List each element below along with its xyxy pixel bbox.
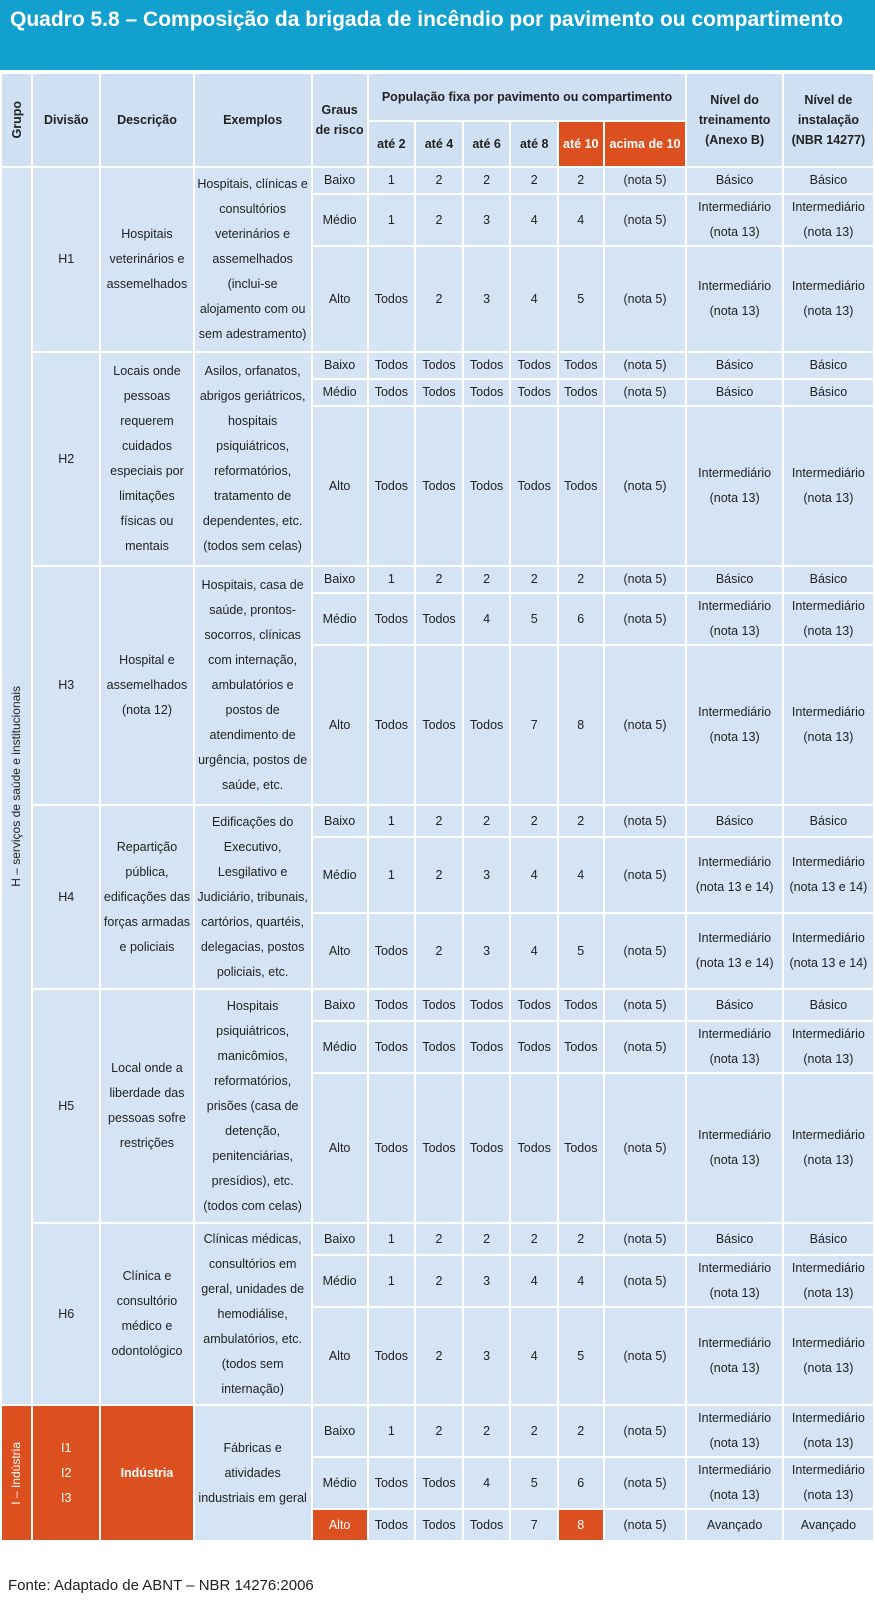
population-cell: Todos bbox=[369, 1022, 415, 1072]
header-pop-col: até 4 bbox=[416, 122, 462, 166]
risk-cell: Baixo bbox=[313, 168, 367, 193]
risk-cell: Alto bbox=[313, 1308, 367, 1404]
training-level-cell: Intermediário (nota 13) bbox=[687, 1074, 781, 1222]
table-row bbox=[2, 1406, 873, 1456]
division-cell: H4 bbox=[33, 806, 99, 988]
population-cell: 4 bbox=[464, 1458, 510, 1508]
population-cell: Todos bbox=[511, 380, 557, 405]
group-label: H – serviços de saúde e institucionais bbox=[9, 685, 23, 887]
header-nivel-treinamento: Nível do treinamento (Anexo B) bbox=[687, 74, 781, 166]
population-cell: (nota 5) bbox=[605, 168, 686, 193]
source-note: Fonte: Adaptado de ABNT – NBR 14276:2006 bbox=[8, 1577, 314, 1594]
risk-cell: Baixo bbox=[313, 353, 367, 378]
population-cell: Todos bbox=[559, 1022, 603, 1072]
training-level-cell: Intermediário (nota 13) bbox=[687, 1256, 781, 1306]
header-pop-col-highlight: até 10 bbox=[559, 122, 603, 166]
population-cell: (nota 5) bbox=[605, 1510, 686, 1540]
population-cell: 2 bbox=[416, 247, 462, 351]
population-cell: 2 bbox=[511, 1406, 557, 1456]
population-cell: 4 bbox=[511, 1308, 557, 1404]
table-row bbox=[2, 1224, 873, 1254]
description-cell: Hospital e assemelhados (nota 12) bbox=[101, 567, 192, 804]
population-cell: 1 bbox=[369, 168, 415, 193]
population-cell: Todos bbox=[369, 646, 415, 804]
division-cell: H2 bbox=[33, 353, 99, 565]
training-level-cell: Intermediário (nota 13) bbox=[687, 407, 781, 565]
risk-cell: Alto bbox=[313, 646, 367, 804]
population-cell: 1 bbox=[369, 838, 415, 912]
population-cell: Todos bbox=[416, 380, 462, 405]
population-cell: Todos bbox=[369, 914, 415, 988]
description-cell: Clínica e consultório médico e odontológico bbox=[101, 1224, 192, 1404]
population-cell: 2 bbox=[416, 1224, 462, 1254]
population-cell: Todos bbox=[511, 1022, 557, 1072]
risk-cell: Alto bbox=[313, 407, 367, 565]
division-cell: H6 bbox=[33, 1224, 99, 1404]
population-cell: Todos bbox=[511, 353, 557, 378]
training-level-cell: Intermediário (nota 13) bbox=[687, 646, 781, 804]
risk-cell: Médio bbox=[313, 1022, 367, 1072]
group-label: I – Indústria bbox=[9, 1441, 23, 1505]
division-cell: H1 bbox=[33, 168, 99, 351]
installation-level-cell: Intermediário (nota 13) bbox=[784, 247, 873, 351]
population-cell: 2 bbox=[416, 567, 462, 592]
group-cell bbox=[2, 168, 31, 1404]
population-cell: Todos bbox=[464, 407, 510, 565]
population-cell: 5 bbox=[559, 1308, 603, 1404]
installation-level-cell: Intermediário (nota 13) bbox=[784, 407, 873, 565]
risk-cell: Alto bbox=[313, 1074, 367, 1222]
installation-level-cell: Intermediário (nota 13) bbox=[784, 1074, 873, 1222]
group-cell bbox=[2, 1406, 31, 1540]
population-cell: 2 bbox=[559, 1224, 603, 1254]
population-cell: (nota 5) bbox=[605, 838, 686, 912]
population-cell: 7 bbox=[511, 1510, 557, 1540]
population-cell: 2 bbox=[416, 1308, 462, 1404]
examples-cell: Hospitais psiquiátricos, manicômios, reformatórios, prisões (casa de detenção, penitenciárias, presídios), etc. (todos com celas) bbox=[195, 990, 311, 1222]
risk-cell: Médio bbox=[313, 1256, 367, 1306]
population-cell: (nota 5) bbox=[605, 1074, 686, 1222]
population-cell: Todos bbox=[369, 1308, 415, 1404]
population-cell: 2 bbox=[559, 806, 603, 836]
population-cell: 3 bbox=[464, 914, 510, 988]
population-cell: 1 bbox=[369, 1406, 415, 1456]
population-cell: 2 bbox=[416, 914, 462, 988]
installation-level-cell: Intermediário (nota 13) bbox=[784, 646, 873, 804]
population-cell: (nota 5) bbox=[605, 195, 686, 245]
examples-cell: Asilos, orfanatos, abrigos geriátricos, hospitais psiquiátricos, reformatórios, tratamento de dependentes, etc. (todos sem celas) bbox=[195, 353, 311, 565]
examples-cell: Hospitais, casa de saúde, prontos-socorros, clínicas com internação, ambulatórios e postos de atendimento de urgência, postos de saúde, etc. bbox=[195, 567, 311, 804]
examples-cell: Edificações do Executivo, Lesgilativo e Judiciário, tribunais, cartórios, quartéis, delegacias, postos policiais, etc. bbox=[195, 806, 311, 988]
training-level-cell: Intermediário (nota 13) bbox=[687, 1458, 781, 1508]
training-level-cell: Básico bbox=[687, 1224, 781, 1254]
brigade-table bbox=[0, 72, 875, 1542]
division-cell: H5 bbox=[33, 990, 99, 1222]
population-cell: Todos bbox=[416, 1074, 462, 1222]
population-cell: Todos bbox=[464, 646, 510, 804]
installation-level-cell: Básico bbox=[784, 353, 873, 378]
population-cell: Todos bbox=[511, 990, 557, 1020]
installation-level-cell: Básico bbox=[784, 806, 873, 836]
population-cell: Todos bbox=[559, 380, 603, 405]
examples-cell: Fábricas e atividades industriais em geral bbox=[195, 1406, 311, 1540]
risk-cell: Médio bbox=[313, 195, 367, 245]
header-graus: Graus de risco bbox=[313, 74, 367, 166]
population-cell: 1 bbox=[369, 567, 415, 592]
population-cell: 4 bbox=[511, 914, 557, 988]
risk-cell: Baixo bbox=[313, 567, 367, 592]
description-cell: Locais onde pessoas requerem cuidados especiais por limitações físicas ou mentais bbox=[101, 353, 192, 565]
installation-level-cell: Intermediário (nota 13) bbox=[784, 1308, 873, 1404]
population-cell: (nota 5) bbox=[605, 1458, 686, 1508]
division-code: I2 bbox=[60, 1465, 72, 1480]
header-pop-col: até 6 bbox=[464, 122, 510, 166]
population-cell: 8 bbox=[559, 646, 603, 804]
risk-cell: Médio bbox=[313, 380, 367, 405]
installation-level-cell: Intermediário (nota 13) bbox=[784, 1256, 873, 1306]
population-cell: Todos bbox=[369, 1458, 415, 1508]
header-grupo: Grupo bbox=[2, 74, 31, 166]
installation-level-cell: Intermediário (nota 13 e 14) bbox=[784, 914, 873, 988]
header-exemplos: Exemplos bbox=[195, 74, 311, 166]
population-cell: 2 bbox=[416, 838, 462, 912]
header-pop-col-highlight: acima de 10 bbox=[605, 122, 686, 166]
population-cell: 5 bbox=[559, 247, 603, 351]
population-cell: 2 bbox=[416, 1406, 462, 1456]
risk-cell: Baixo bbox=[313, 1406, 367, 1456]
division-code: I1 bbox=[60, 1440, 72, 1455]
training-level-cell: Avançado bbox=[687, 1510, 781, 1540]
table-row bbox=[2, 168, 873, 193]
risk-cell: Baixo bbox=[313, 990, 367, 1020]
population-cell: Todos bbox=[416, 407, 462, 565]
population-cell: 3 bbox=[464, 247, 510, 351]
population-cell: (nota 5) bbox=[605, 1256, 686, 1306]
population-cell: (nota 5) bbox=[605, 646, 686, 804]
population-cell: 7 bbox=[511, 646, 557, 804]
population-cell: (nota 5) bbox=[605, 1406, 686, 1456]
installation-level-cell: Intermediário (nota 13) bbox=[784, 195, 873, 245]
population-cell: Todos bbox=[511, 1074, 557, 1222]
population-cell: 4 bbox=[511, 1256, 557, 1306]
header-descricao: Descrição bbox=[101, 74, 192, 166]
training-level-cell: Básico bbox=[687, 168, 781, 193]
header-nivel-instalacao: Nível de instalação (NBR 14277) bbox=[784, 74, 873, 166]
population-cell: Todos bbox=[464, 1510, 510, 1540]
population-cell: Todos bbox=[464, 1074, 510, 1222]
population-cell: 5 bbox=[511, 1458, 557, 1508]
population-cell: 4 bbox=[559, 838, 603, 912]
training-level-cell: Básico bbox=[687, 353, 781, 378]
population-cell: 2 bbox=[559, 567, 603, 592]
training-level-cell: Intermediário (nota 13) bbox=[687, 1406, 781, 1456]
training-level-cell: Básico bbox=[687, 567, 781, 592]
population-cell: 2 bbox=[511, 1224, 557, 1254]
training-level-cell: Intermediário (nota 13) bbox=[687, 247, 781, 351]
division-code: I3 bbox=[60, 1490, 72, 1505]
population-cell: (nota 5) bbox=[605, 806, 686, 836]
risk-cell: Alto bbox=[313, 1510, 367, 1540]
training-level-cell: Básico bbox=[687, 990, 781, 1020]
population-cell: 3 bbox=[464, 1308, 510, 1404]
risk-cell: Baixo bbox=[313, 1224, 367, 1254]
installation-level-cell: Básico bbox=[784, 380, 873, 405]
population-cell: 2 bbox=[464, 806, 510, 836]
installation-level-cell: Básico bbox=[784, 1224, 873, 1254]
installation-level-cell: Intermediário (nota 13) bbox=[784, 594, 873, 644]
description-cell: Indústria bbox=[101, 1406, 192, 1540]
population-cell: Todos bbox=[369, 407, 415, 565]
population-cell: (nota 5) bbox=[605, 1308, 686, 1404]
population-cell: Todos bbox=[369, 1074, 415, 1222]
population-cell: 3 bbox=[464, 1256, 510, 1306]
installation-level-cell: Básico bbox=[784, 990, 873, 1020]
risk-cell: Médio bbox=[313, 838, 367, 912]
table-body bbox=[2, 168, 873, 1540]
population-cell: 4 bbox=[511, 195, 557, 245]
header-populacao: População fixa por pavimento ou compartimento bbox=[369, 74, 686, 120]
installation-level-cell: Intermediário (nota 13) bbox=[784, 1458, 873, 1508]
population-cell: Todos bbox=[511, 407, 557, 565]
population-cell: Todos bbox=[559, 990, 603, 1020]
population-cell: 3 bbox=[464, 838, 510, 912]
installation-level-cell: Avançado bbox=[784, 1510, 873, 1540]
population-cell: 2 bbox=[511, 806, 557, 836]
population-cell: Todos bbox=[559, 1074, 603, 1222]
table-row bbox=[2, 806, 873, 836]
population-cell: 2 bbox=[464, 1406, 510, 1456]
population-cell: Todos bbox=[416, 594, 462, 644]
population-cell: 2 bbox=[416, 806, 462, 836]
population-cell: Todos bbox=[416, 353, 462, 378]
population-cell: Todos bbox=[464, 380, 510, 405]
population-cell: (nota 5) bbox=[605, 1224, 686, 1254]
installation-level-cell: Básico bbox=[784, 567, 873, 592]
training-level-cell: Intermediário (nota 13) bbox=[687, 1308, 781, 1404]
population-cell: (nota 5) bbox=[605, 594, 686, 644]
table-row bbox=[2, 567, 873, 592]
header-divisao: Divisão bbox=[33, 74, 99, 166]
population-cell: Todos bbox=[416, 646, 462, 804]
population-cell: Todos bbox=[416, 1458, 462, 1508]
population-cell: 2 bbox=[464, 567, 510, 592]
division-cell: H3 bbox=[33, 567, 99, 804]
population-cell: 4 bbox=[511, 838, 557, 912]
population-cell: Todos bbox=[369, 990, 415, 1020]
training-level-cell: Básico bbox=[687, 380, 781, 405]
description-cell: Hospitais veterinários e assemelhados bbox=[101, 168, 192, 351]
population-cell: (nota 5) bbox=[605, 914, 686, 988]
population-cell: 3 bbox=[464, 195, 510, 245]
population-cell: Todos bbox=[369, 594, 415, 644]
training-level-cell: Intermediário (nota 13) bbox=[687, 1022, 781, 1072]
table-title: Quadro 5.8 – Composição da brigada de incêndio por pavimento ou compartimento bbox=[0, 0, 875, 70]
risk-cell: Médio bbox=[313, 594, 367, 644]
population-cell: Todos bbox=[369, 353, 415, 378]
training-level-cell: Intermediário (nota 13 e 14) bbox=[687, 838, 781, 912]
population-cell: 8 bbox=[559, 1510, 603, 1540]
population-cell: 2 bbox=[559, 168, 603, 193]
population-cell: 5 bbox=[511, 594, 557, 644]
population-cell: (nota 5) bbox=[605, 990, 686, 1020]
installation-level-cell: Intermediário (nota 13) bbox=[784, 1022, 873, 1072]
population-cell: Todos bbox=[464, 353, 510, 378]
examples-cell: Hospitais, clínicas e consultórios veterinários e assemelhados (inclui-se alojamento com ou sem adestramento) bbox=[195, 168, 311, 351]
training-level-cell: Intermediário (nota 13 e 14) bbox=[687, 914, 781, 988]
population-cell: Todos bbox=[464, 990, 510, 1020]
population-cell: 5 bbox=[559, 914, 603, 988]
population-cell: 2 bbox=[416, 195, 462, 245]
description-cell: Local onde a liberdade das pessoas sofre restrições bbox=[101, 990, 192, 1222]
population-cell: 6 bbox=[559, 1458, 603, 1508]
population-cell: 2 bbox=[511, 567, 557, 592]
population-cell: (nota 5) bbox=[605, 353, 686, 378]
population-cell: Todos bbox=[416, 1510, 462, 1540]
risk-cell: Alto bbox=[313, 914, 367, 988]
population-cell: 1 bbox=[369, 195, 415, 245]
population-cell: Todos bbox=[369, 380, 415, 405]
installation-level-cell: Básico bbox=[784, 168, 873, 193]
training-level-cell: Intermediário (nota 13) bbox=[687, 594, 781, 644]
population-cell: 1 bbox=[369, 1256, 415, 1306]
description-cell: Repartição pública, edificações das forças armadas e policiais bbox=[101, 806, 192, 988]
population-cell: 1 bbox=[369, 1224, 415, 1254]
examples-cell: Clínicas médicas, consultórios em geral, unidades de hemodiálise, ambulatórios, etc. (todos sem internação) bbox=[195, 1224, 311, 1404]
population-cell: 2 bbox=[416, 1256, 462, 1306]
population-cell: 2 bbox=[464, 168, 510, 193]
table-row bbox=[2, 990, 873, 1020]
population-cell: 4 bbox=[511, 247, 557, 351]
population-cell: Todos bbox=[369, 247, 415, 351]
population-cell: Todos bbox=[416, 1022, 462, 1072]
training-level-cell: Básico bbox=[687, 806, 781, 836]
division-cell bbox=[33, 1406, 99, 1540]
risk-cell: Alto bbox=[313, 247, 367, 351]
population-cell: 4 bbox=[464, 594, 510, 644]
training-level-cell: Intermediário (nota 13) bbox=[687, 195, 781, 245]
table-row bbox=[2, 353, 873, 378]
header-pop-col: até 2 bbox=[369, 122, 415, 166]
header-pop-col: até 8 bbox=[511, 122, 557, 166]
population-cell: 2 bbox=[511, 168, 557, 193]
population-cell: 1 bbox=[369, 806, 415, 836]
population-cell: 2 bbox=[416, 168, 462, 193]
risk-cell: Médio bbox=[313, 1458, 367, 1508]
population-cell: Todos bbox=[369, 1510, 415, 1540]
population-cell: 6 bbox=[559, 594, 603, 644]
population-cell: (nota 5) bbox=[605, 1022, 686, 1072]
risk-cell: Baixo bbox=[313, 806, 367, 836]
population-cell: 4 bbox=[559, 195, 603, 245]
population-cell: Todos bbox=[416, 990, 462, 1020]
population-cell: Todos bbox=[464, 1022, 510, 1072]
population-cell: Todos bbox=[559, 353, 603, 378]
population-cell: Todos bbox=[559, 407, 603, 565]
installation-level-cell: Intermediário (nota 13 e 14) bbox=[784, 838, 873, 912]
population-cell: 4 bbox=[559, 1256, 603, 1306]
population-cell: (nota 5) bbox=[605, 380, 686, 405]
population-cell: (nota 5) bbox=[605, 567, 686, 592]
population-cell: (nota 5) bbox=[605, 407, 686, 565]
population-cell: 2 bbox=[559, 1406, 603, 1456]
installation-level-cell: Intermediário (nota 13) bbox=[784, 1406, 873, 1456]
population-cell: (nota 5) bbox=[605, 247, 686, 351]
population-cell: 2 bbox=[464, 1224, 510, 1254]
